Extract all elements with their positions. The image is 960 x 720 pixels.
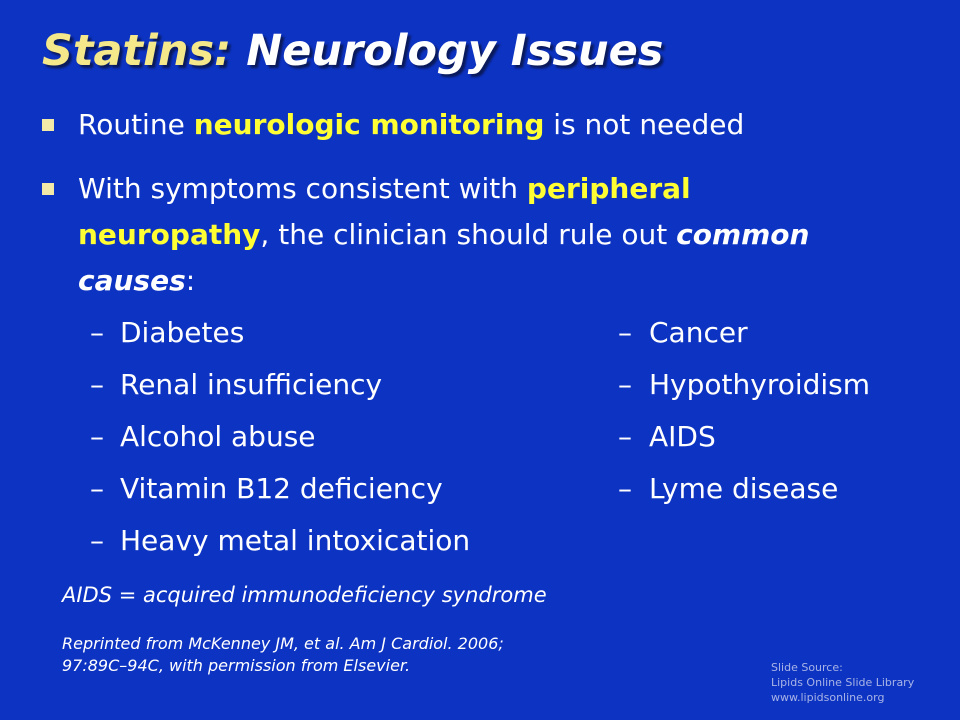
bullet-marker [42,119,54,131]
cause-item: – Cancer [618,316,748,349]
cause-item: – Diabetes [90,316,245,349]
cause-item: – AIDS [618,420,716,453]
bullet-marker [42,183,54,195]
title-subject: Neurology Issues [246,26,664,76]
cause-item: – Lyme disease [618,472,839,505]
source-url: www.lipidsonline.org [771,691,885,704]
abbreviation-note: AIDS = acquired immunodeficiency syndrome [62,583,547,607]
reference-line-1: Reprinted from McKenney JM, et al. Am J Cardiol. 2006; [62,634,504,653]
cause-item: – Alcohol abuse [90,420,316,453]
cause-item: – Vitamin B12 deficiency [90,472,443,505]
source-label: Slide Source: [771,661,843,674]
bullet-2-line-1: With symptoms consistent with peripheral [78,172,691,205]
bullet-2-line-2: neuropathy, the clinician should rule out common [78,218,810,251]
title-topic: Statins: [42,26,232,76]
reference-line-2: 97:89C–94C, with permission from Elsevier. [62,656,411,675]
source-library: Lipids Online Slide Library [771,676,915,689]
bullet-2-line-3: causes: [78,264,196,297]
cause-item: – Hypothyroidism [618,368,871,401]
slide-title [42,26,663,76]
cause-item: – Heavy metal intoxication [90,524,471,557]
bullet-1-text: Routine neurologic monitoring is not needed [78,108,745,141]
cause-item: – Renal insufficiency [90,368,383,401]
